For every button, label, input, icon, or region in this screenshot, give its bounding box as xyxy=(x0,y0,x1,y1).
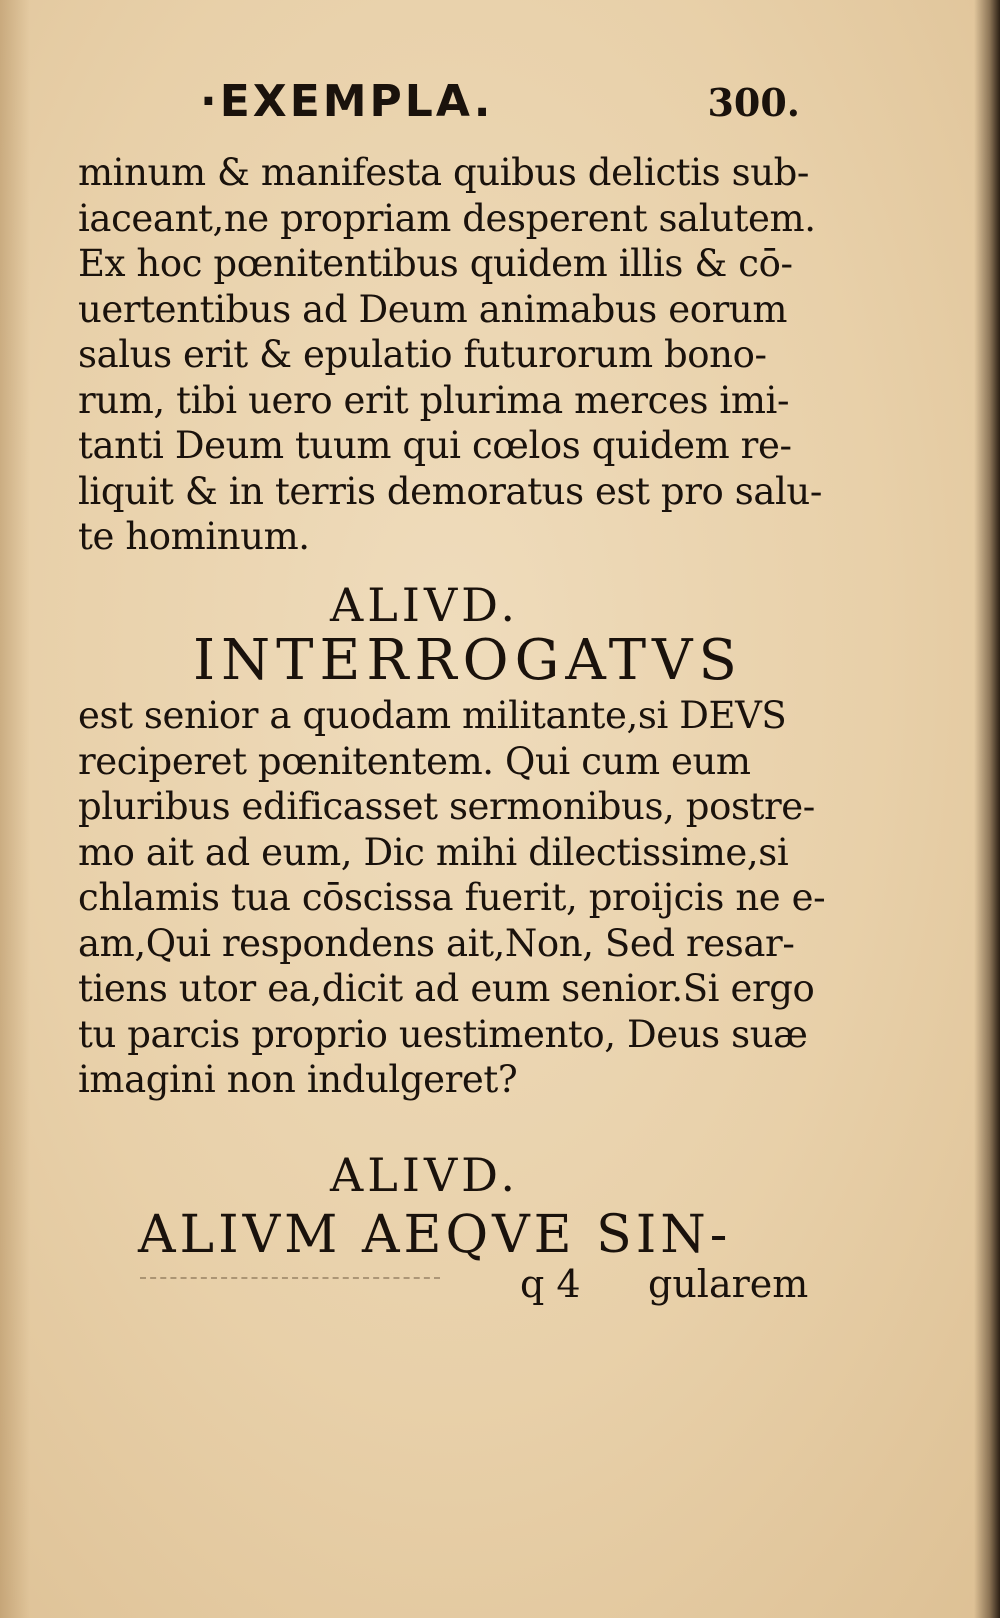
section-heading-small: ALIVD. xyxy=(330,578,520,632)
page-edge-shadow xyxy=(0,0,30,1618)
text-line: reciperet pœnitentem. Qui cum eum xyxy=(78,739,751,783)
text-line: uertentibus ad Deum animabus eorum xyxy=(78,287,788,331)
signature-mark: q 4 xyxy=(520,1262,581,1306)
section-heading-small-2: ALIVD. xyxy=(330,1148,520,1202)
section-heading-large-2: ALIVM AEQVE SIN- xyxy=(138,1205,732,1265)
text-line: tiens utor ea,dicit ad eum senior.Si ergo xyxy=(78,967,815,1010)
text-line: pluribus edificasset sermonibus, postre- xyxy=(78,785,815,828)
text-line: minum & manifesta quibus delictis sub- xyxy=(78,151,810,194)
text-line: tu parcis proprio uestimento, Deus suæ xyxy=(78,1012,808,1056)
page-number: 300. xyxy=(707,80,800,125)
text-line: est senior a quodam militante,si DEVS xyxy=(78,694,787,737)
text-line: liquit & in terris demoratus est pro salu- xyxy=(78,469,822,513)
running-title: ·EXEMPLA. xyxy=(200,76,494,127)
text-line: iaceant,ne propriam desperent salutem. xyxy=(78,196,816,240)
text-line: am,Qui respondens ait,Non, Sed resar- xyxy=(78,921,795,965)
faint-rule xyxy=(140,1277,440,1279)
section-heading-large: INTERROGATVS xyxy=(193,628,743,693)
paragraph-1 xyxy=(78,150,822,560)
catchword: gularem xyxy=(648,1262,809,1306)
text-line: salus erit & epulatio futurorum bono- xyxy=(78,333,767,376)
text-line: Ex hoc pœnitentibus quidem illis & cō- xyxy=(78,242,793,285)
text-line: rum, tibi uero erit plurima merces imi- xyxy=(78,378,790,422)
text-line: mo ait ad eum, Dic mihi dilectissime,si xyxy=(78,830,789,874)
binding-gutter xyxy=(974,0,1000,1618)
text-line: tanti Deum tuum qui cœlos quidem re- xyxy=(78,424,792,467)
text-line: chlamis tua cōscissa fuerit, proijcis ne e- xyxy=(78,876,826,919)
paragraph-2 xyxy=(78,693,826,1103)
text-line: imagini non indulgeret? xyxy=(78,1058,518,1101)
text-line: te hominum. xyxy=(78,515,310,558)
running-head xyxy=(200,76,800,136)
